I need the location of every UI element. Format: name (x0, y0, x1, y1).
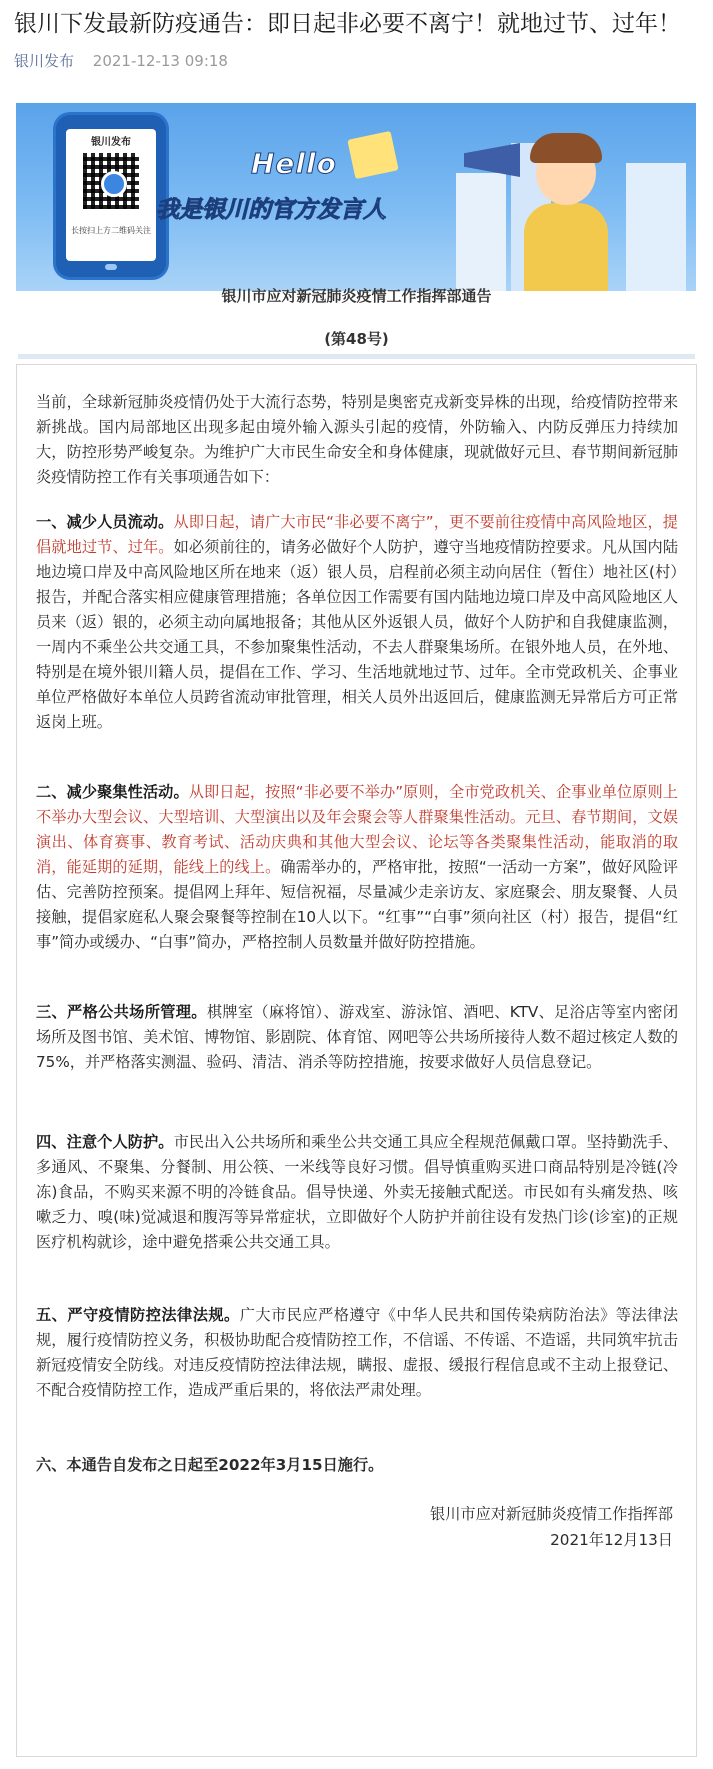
section-5-heading: 五、严守疫情防控法律法规。 (36, 1306, 240, 1324)
section-1-highlight: 从即日起，请广大市民“非必要不离宁”，更不要前往疫情中高风险地区，提倡就地过节、过年。 (36, 513, 678, 556)
article-meta (14, 50, 228, 71)
notice-number: (第48号) (324, 330, 389, 348)
signature: 银川市应对新冠肺炎疫情工作指挥部 (430, 1505, 673, 1523)
banner-slogan: 我是银川的官方发言人 (156, 197, 386, 223)
section-4-body: 市民出入公共场所和乘坐公共交通工具应全程规范佩戴口罩。坚持勤洗手、多通风、不聚集、分餐制、用公筷、一米线等良好习惯。倡导慎重购买进口商品特别是冷链(冷冻)食品，不购买来源不明的冷链食品。倡导快递、外卖无接触式配送。市民如有头痛发热、咳嗽乏力、嗅(味)觉减退和腹泻等异常症状，立即做好个人防护并前往设有发热门诊(诊室)的正规医疗机构就诊，途中避免搭乘公共交通工具。 (36, 1133, 679, 1251)
section-1-body: 如必须前往的，请务必做好个人防护，遵守当地疫情防控要求。凡从国内陆地边境口岸及中高风险地区所在地来（返）银人员，启程前必须主动向居住（暂住）地社区(村）报告，并配合落实相应健康管理措施；各单位因工作需要有国内陆地边境口岸及中高风险地区人员来（返）银的，必须主动向属地报备；其他从区外返银人员，做好个人防护和自我健康监测，一周内不乘坐公共交通工具，不参加聚集性活动，不去人群聚集场所。在银外地人员，在外地、特别是在境外银川籍人员，提倡在工作、学习、生活地就地过节、过年。全市党政机关、企事业单位严格做好本单位人员跨省流动审批管理，相关人员外出返回后，健康监测无异常后方可正常返岗上班。 (36, 538, 679, 731)
section-1 (36, 510, 678, 735)
header-banner (16, 103, 696, 291)
notice-intro: 当前，全球新冠肺炎疫情仍处于大流行态势，特别是奥密克戎新变异株的出现，给疫情防控带来新挑战。国内局部地区出现多起由境外输入源头引起的疫情，外防输入、内防反弹压力持续加大，防控形势严峻复杂。为维护广大市民生命安全和身体健康，现就做好元旦、春节期间新冠肺炎疫情防控工作有关事项通告如下： (36, 393, 678, 486)
building-decoration (626, 163, 686, 291)
qr-center-icon (101, 171, 127, 197)
banner-hello: Hello (251, 147, 337, 180)
phone-illustration (56, 115, 166, 277)
mascot-body (524, 203, 608, 291)
phone-button-icon (105, 264, 117, 270)
section-2-body: 确需举办的，严格审批，按照“一活动一方案”，做好风险评估、完善防控预案。提倡网上拜年、短信祝福，尽量减少走亲访友、家庭聚会、朋友聚餐、人员接触，提倡家庭私人聚会聚餐等控制在10人以下。“红事”“白事”须向社区（村）报告，提倡“红事”简办或缓办、“白事”简办，严格控制人员数量并做好防控措施。 (36, 858, 678, 951)
section-6: 六、本通告自发布之日起至2022年3月15日施行。 (36, 1456, 384, 1474)
section-2-highlight: 从即日起，按照“非必要不举办”原则，全市党政机关、企事业单位原则上不举办大型会议、大型培训、大型演出以及年会聚会等人群聚集性活动。元旦、春节期间，文娱演出、体育赛事、教育考试、活动庆典和其他大型会议、论坛等各类聚集性活动，能取消的取消，能延期的延期，能线上的线上。 (36, 783, 678, 876)
notice-title: 银川市应对新冠肺炎疫情工作指挥部通告 (221, 287, 492, 305)
building-decoration (456, 173, 506, 291)
section-3 (36, 1000, 678, 1075)
phone-footer: 长按扫上方二维码关注 (71, 226, 151, 235)
phone-title: 银川发布 (91, 137, 131, 148)
section-2 (36, 780, 678, 955)
section-5-body: 广大市民应严格遵守《中华人民共和国传染病防治法》等法律法规，履行疫情防控义务，积极协助配合疫情防控工作，不信谣、不传谣、不造谣，共同筑牢抗击新冠疫情安全防线。对违反疫情防控法律法规，瞒报、虚报、缓报行程信息或不主动上报登记、不配合疫情防控工作，造成严重后果的，将依法严肃处理。 (36, 1306, 679, 1399)
sticky-note-icon (347, 131, 398, 179)
section-4 (36, 1130, 678, 1255)
section-5 (36, 1303, 678, 1403)
divider (18, 354, 695, 359)
notice-date: 2021年12月13日 (550, 1531, 673, 1549)
megaphone-icon (464, 143, 520, 177)
source-link[interactable]: 银川发布 (14, 52, 75, 70)
article-title: 银川下发最新防疫通告：即日起非必要不离宁！就地过节、过年！ (14, 11, 681, 37)
mascot-hair (530, 133, 602, 163)
section-3-heading: 三、严格公共场所管理。 (36, 1003, 207, 1021)
section-1-heading: 一、减少人员流动。 (36, 513, 174, 531)
section-4-heading: 四、注意个人防护。 (36, 1133, 174, 1151)
publish-time: 2021-12-13 09:18 (92, 52, 228, 70)
section-2-heading: 二、减少聚集性活动。 (36, 783, 189, 801)
section-3-body: 棋牌室（麻将馆）、游戏室、游泳馆、酒吧、KTV、足浴店等室内密闭场所及图书馆、美术馆、博物馆、影剧院、体育馆、网吧等公共场所接待人数不超过核定人数的75%，并严格落实测温、验码、清洁、消杀等防控措施，按要求做好人员信息登记。 (36, 1003, 679, 1071)
